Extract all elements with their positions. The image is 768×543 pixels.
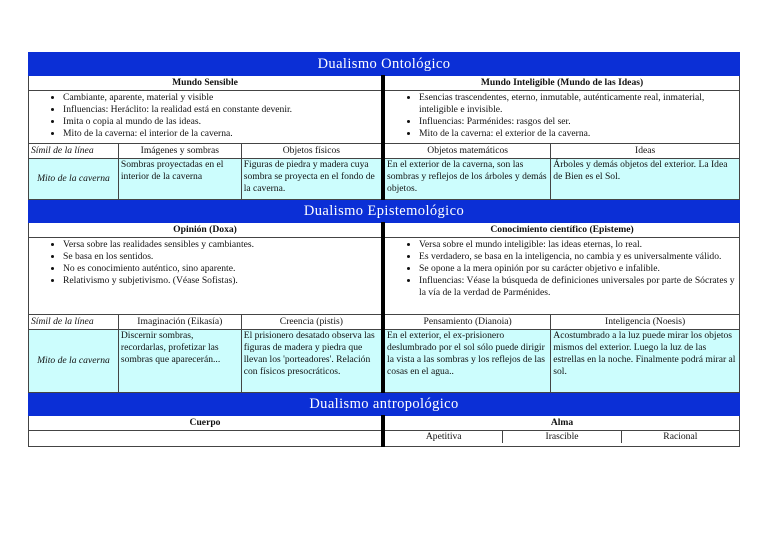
- header-cuerpo: Cuerpo: [29, 416, 384, 431]
- table-cell: El prisionero desatado observa las figuras de madera y piedra que llevan los 'porteadores'. Relación con físicos presocráticos.: [241, 330, 383, 393]
- mundo-sensible-list: [31, 92, 379, 140]
- col-header: Imágenes y sombras: [118, 144, 241, 159]
- doxa-list-cell: [29, 238, 384, 315]
- list-item: • Es verdadero, se basa en la inteligencia, no cambia y es universalmente válido.: [419, 251, 737, 263]
- mundo-inteligible-list-cell: [383, 91, 739, 144]
- header-episteme: Conocimiento científico (Episteme): [383, 223, 739, 238]
- table-cell: En el exterior, el ex-prisionero deslumbrado por el sol sólo puede dirigir la vista a las sombras y los reflejos de las cosas en el agua..: [383, 330, 551, 393]
- col-header: Objetos físicos: [241, 144, 383, 159]
- col-header: Creencia (pistis): [241, 315, 383, 330]
- list-item: • Relativismo y subjetivismo. (Véase Sofistas).: [63, 275, 379, 287]
- col-header: Objetos matemáticos: [383, 144, 551, 159]
- episteme-list-cell: [383, 238, 739, 315]
- list-item: • No es conocimiento auténtico, sino aparente.: [63, 263, 379, 275]
- alma-parts-cell: [383, 431, 739, 447]
- header-mundo-sensible: Mundo Sensible: [29, 76, 384, 91]
- row-label-mito: Mito de la caverna: [29, 330, 119, 393]
- list-item: • Influencias: Heráclito: la realidad está en constante devenir.: [63, 104, 379, 116]
- col-header: Pensamiento (Dianoia): [383, 315, 551, 330]
- table-cell: Sombras proyectadas en el interior de la caverna: [118, 159, 241, 200]
- col-header: Imaginación (Eikasía): [118, 315, 241, 330]
- table-cell: Figuras de piedra y madera cuya sombra se proyecta en el fondo de la caverna.: [241, 159, 383, 200]
- alma-irascible: Irascible: [502, 431, 620, 443]
- philosophy-table: [28, 52, 740, 447]
- list-item: • Versa sobre las realidades sensibles y cambiantes.: [63, 239, 379, 251]
- cuerpo-cell: [29, 431, 384, 447]
- section-title-antropologico: Dualismo antropológico: [29, 393, 740, 416]
- header-mundo-inteligible: Mundo Inteligible (Mundo de las Ideas): [383, 76, 739, 91]
- table-cell: Acostumbrado a la luz puede mirar los objetos mismos del exterior. Luego la luz de las estrellas en la noche. Finalmente podrá mirar al sol.: [551, 330, 740, 393]
- list-item: • Esencias trascendentes, eterno, inmutable, auténticamente real, inmaterial, inteligible e invisible.: [419, 92, 737, 116]
- section-title-ontologico: Dualismo Ontológico: [29, 53, 740, 76]
- simil-label: Símil de la línea: [29, 144, 119, 159]
- table-cell: En el exterior de la caverna, son las sombras y reflejos de los árboles y demás objetos.: [383, 159, 551, 200]
- mundo-sensible-list-cell: [29, 91, 384, 144]
- mundo-inteligible-list: [387, 92, 737, 140]
- section-title-epistemologico: Dualismo Epistemológico: [29, 200, 740, 223]
- list-item: • Se basa en los sentidos.: [63, 251, 379, 263]
- list-item: • Mito de la caverna: el exterior de la caverna.: [419, 128, 737, 140]
- list-item: • Cambiante, aparente, material y visible: [63, 92, 379, 104]
- row-label-mito: Mito de la caverna: [29, 159, 119, 200]
- header-doxa: Opinión (Doxa): [29, 223, 384, 238]
- simil-label: Símil de la línea: [29, 315, 119, 330]
- table-cell: Discernir sombras, recordarlas, profetizar las sombras que aparecerán...: [118, 330, 241, 393]
- alma-racional: Racional: [621, 431, 739, 443]
- doxa-list: [31, 239, 379, 287]
- alma-parts: [385, 431, 739, 443]
- list-item: • Mito de la caverna: el interior de la caverna.: [63, 128, 379, 140]
- list-item: • Versa sobre el mundo inteligible: las ideas eternas, lo real.: [419, 239, 737, 251]
- episteme-list: [387, 239, 737, 299]
- list-item: • Imita o copia al mundo de las ideas.: [63, 116, 379, 128]
- list-item: • Se opone a la mera opinión por su carácter objetivo e infalible.: [419, 263, 737, 275]
- alma-apetitiva: Apetitiva: [425, 431, 462, 442]
- list-item: • Influencias: Véase la búsqueda de definiciones universales por parte de Sócrates y la vía de la verdad de Parménides.: [419, 275, 737, 299]
- header-alma: Alma: [383, 416, 739, 431]
- col-header: Inteligencia (Noesis): [551, 315, 740, 330]
- col-header: Ideas: [551, 144, 740, 159]
- table-cell: Árboles y demás objetos del exterior. La Idea de Bien es el Sol.: [551, 159, 740, 200]
- list-item: • Influencias: Parménides: rasgos del ser.: [419, 116, 737, 128]
